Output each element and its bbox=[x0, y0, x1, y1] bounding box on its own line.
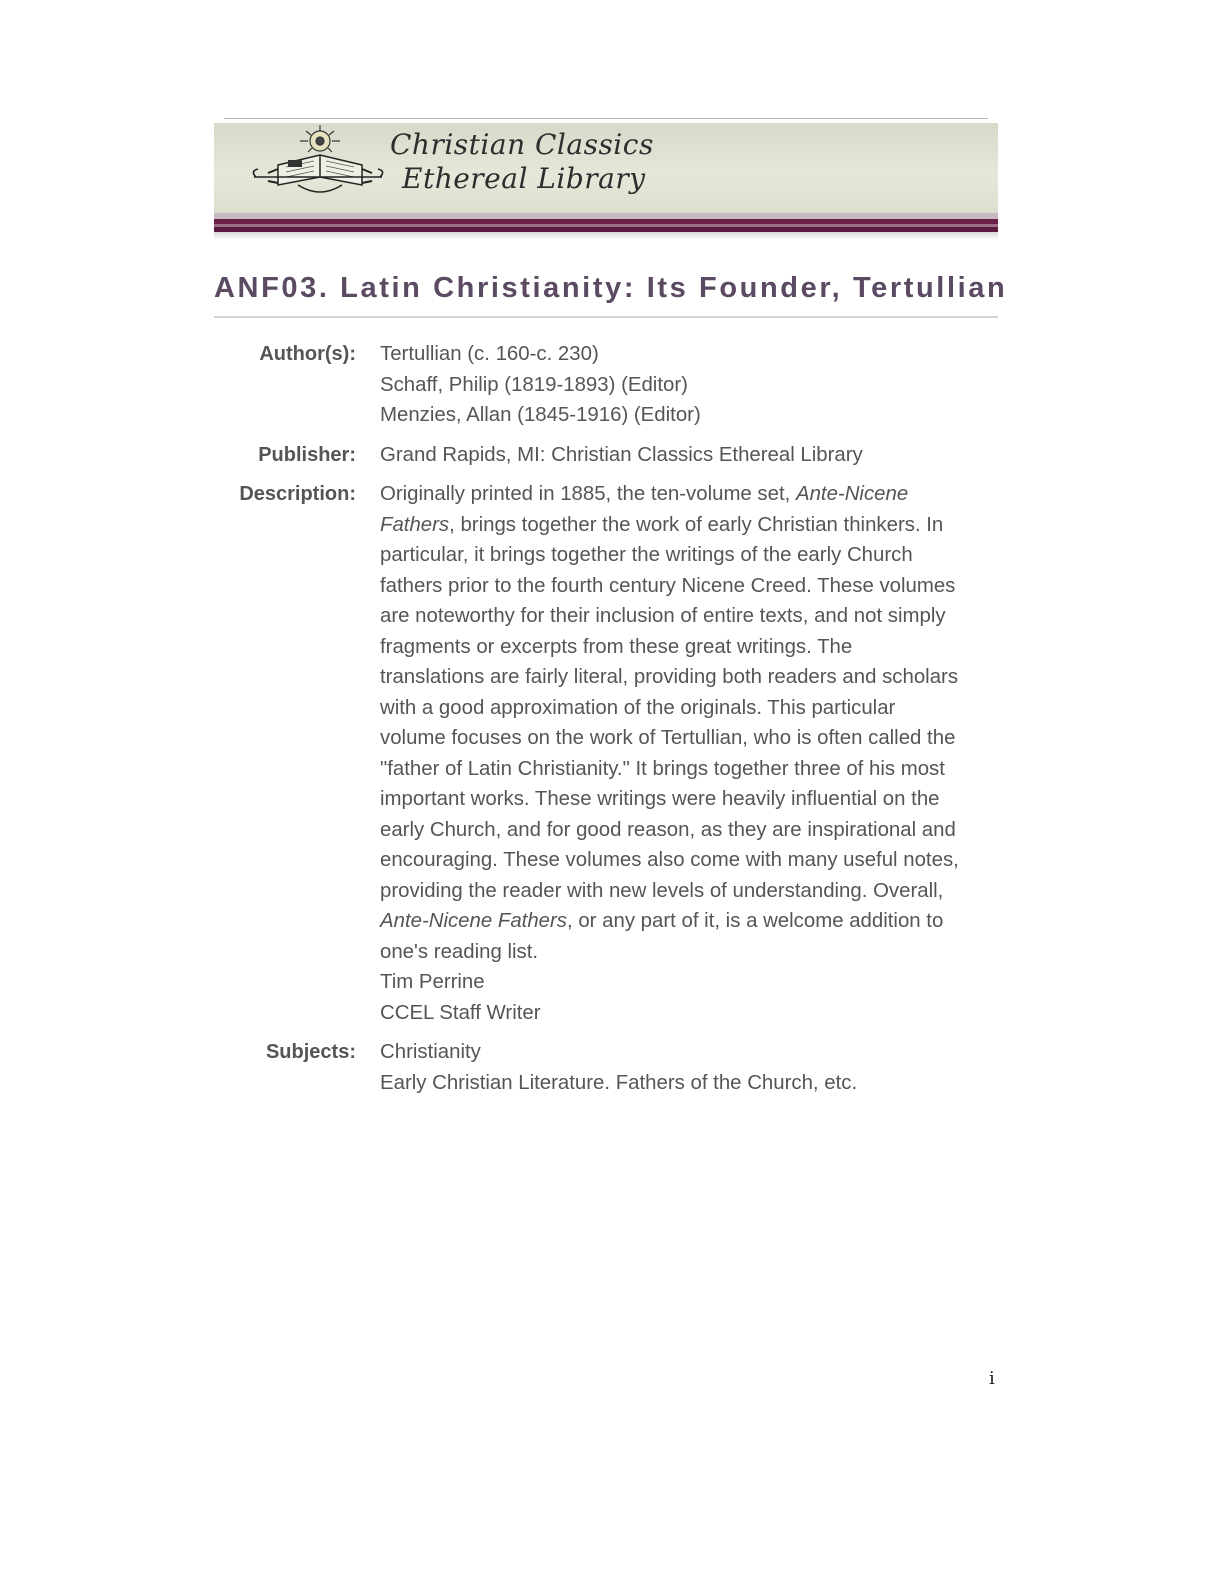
title-divider bbox=[214, 316, 998, 318]
author-entry: Schaff, Philip (1819-1893) (Editor) bbox=[380, 373, 688, 396]
publisher-row bbox=[214, 440, 998, 471]
signature-name: Tim Perrine bbox=[380, 971, 485, 993]
description-part: , brings together the work of early Christian thinkers. In particular, it brings together the writings of the early Church fathers prior to the fourth century Nicene Creed. These volumes are noteworthy for their inclusion of entire texts, and not simply fragments or excerpts from these great writings. The translations are fairly literal, providing both readers and scholars with a good approximation of the originals. This particular volume focuses on the work of Tertullian, who is often called the "father of Latin Christianity." It brings together three of his most important works. These writings were heavily influential on the early Church, and for good reason, as they are inspirational and encouraging. These volumes also come with many useful notes, providing the reader with new levels of understanding. Overall, bbox=[380, 513, 959, 902]
logo-line-2: Ethereal Library bbox=[402, 162, 646, 195]
description-row bbox=[214, 479, 998, 1028]
subjects-value bbox=[380, 1037, 960, 1098]
publisher-value bbox=[380, 440, 960, 471]
authors-row bbox=[214, 339, 998, 431]
subjects-label: Subjects: bbox=[265, 1041, 356, 1063]
description-value bbox=[380, 479, 960, 1028]
open-book-emblem-icon bbox=[248, 125, 388, 199]
page-title: ANF03. Latin Christianity: Its Founder, Tertullian bbox=[214, 272, 1008, 304]
top-rule bbox=[224, 118, 988, 119]
subject-entry: Christianity bbox=[380, 1041, 481, 1063]
banner-shadow bbox=[214, 232, 998, 240]
subject-entry: Early Christian Literature. Fathers of the Church, etc. bbox=[380, 1071, 858, 1094]
description-italic-title: Ante-Nicene Fathers bbox=[380, 910, 568, 932]
authors-value bbox=[380, 339, 960, 431]
author-entry: Menzies, Allan (1845-1916) (Editor) bbox=[380, 404, 701, 426]
description-text bbox=[380, 479, 960, 967]
page-number: i bbox=[989, 1368, 995, 1389]
signature-role: CCEL Staff Writer bbox=[380, 1001, 541, 1024]
publisher-text: Grand Rapids, MI: Christian Classics Ethereal Library bbox=[380, 443, 863, 466]
metadata-table bbox=[214, 339, 998, 1107]
subjects-row bbox=[214, 1037, 998, 1098]
description-part: Originally printed in 1885, the ten-volume set, bbox=[380, 483, 796, 505]
publisher-label: Publisher: bbox=[258, 443, 356, 466]
ccel-banner bbox=[214, 123, 998, 240]
description-italic-title: Ante-Nicene Fathers bbox=[380, 483, 909, 536]
ccel-logo-text bbox=[390, 128, 654, 196]
description-part: , or any part of it, is a welcome addition to one's reading list. bbox=[380, 910, 944, 963]
logo-line-1: Christian Classics bbox=[390, 128, 654, 161]
author-entry: Tertullian (c. 160-c. 230) bbox=[380, 343, 599, 365]
description-label: Description: bbox=[239, 483, 356, 505]
authors-label: Author(s): bbox=[259, 343, 356, 365]
